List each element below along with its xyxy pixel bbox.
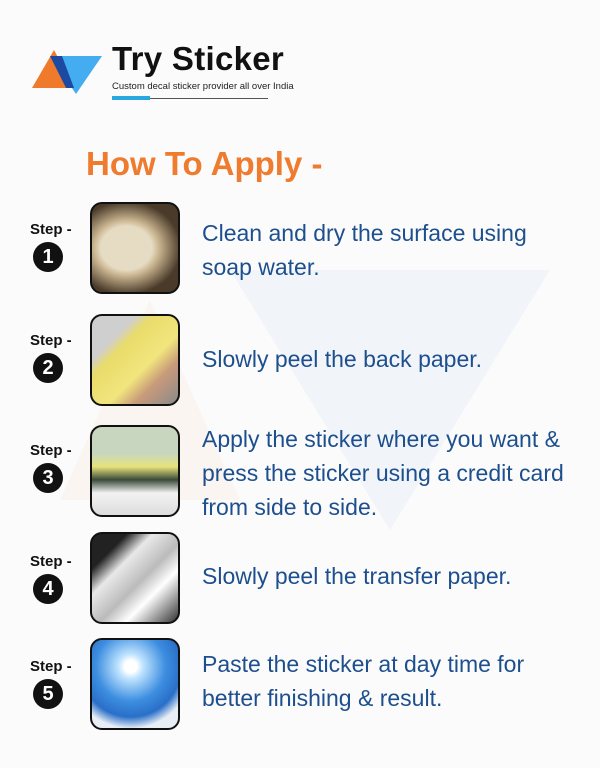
- step-photo-peeling: [90, 314, 180, 406]
- divider-accent: [112, 96, 150, 100]
- step-description: Slowly peel the transfer paper.: [202, 563, 512, 589]
- step-label: Step -: [30, 658, 72, 675]
- step-photo-cleaning: [90, 202, 180, 294]
- step-label: Step -: [30, 553, 72, 570]
- step-description: Slowly peel the back paper.: [202, 346, 483, 372]
- step-number-badge: 5: [33, 679, 63, 709]
- step-label: Step -: [30, 221, 72, 238]
- step-description: Paste the sticker at day time for better finishing & result.: [202, 651, 525, 711]
- step-description: Apply the sticker where you want & press the sticker using a credit card from side to side.: [202, 426, 564, 520]
- step-photo-transfer: [90, 532, 180, 624]
- step-label: Step -: [30, 332, 72, 349]
- step-label: Step -: [30, 442, 72, 459]
- step-description: Clean and dry the surface using soap water.: [202, 220, 527, 280]
- step-photo-sunny-sky: [90, 638, 180, 730]
- step-number-badge: 2: [33, 353, 63, 383]
- brand-name: Try Sticker: [112, 40, 285, 77]
- step-number-badge: 3: [33, 463, 63, 493]
- try-sticker-logo: [32, 48, 102, 94]
- step-number-badge: 1: [33, 242, 63, 272]
- step-number-badge: 4: [33, 574, 63, 604]
- brand-tagline: Custom decal sticker provider all over India: [112, 81, 294, 92]
- page-title: How To Apply -: [86, 145, 323, 182]
- step-photo-applying: [90, 425, 180, 517]
